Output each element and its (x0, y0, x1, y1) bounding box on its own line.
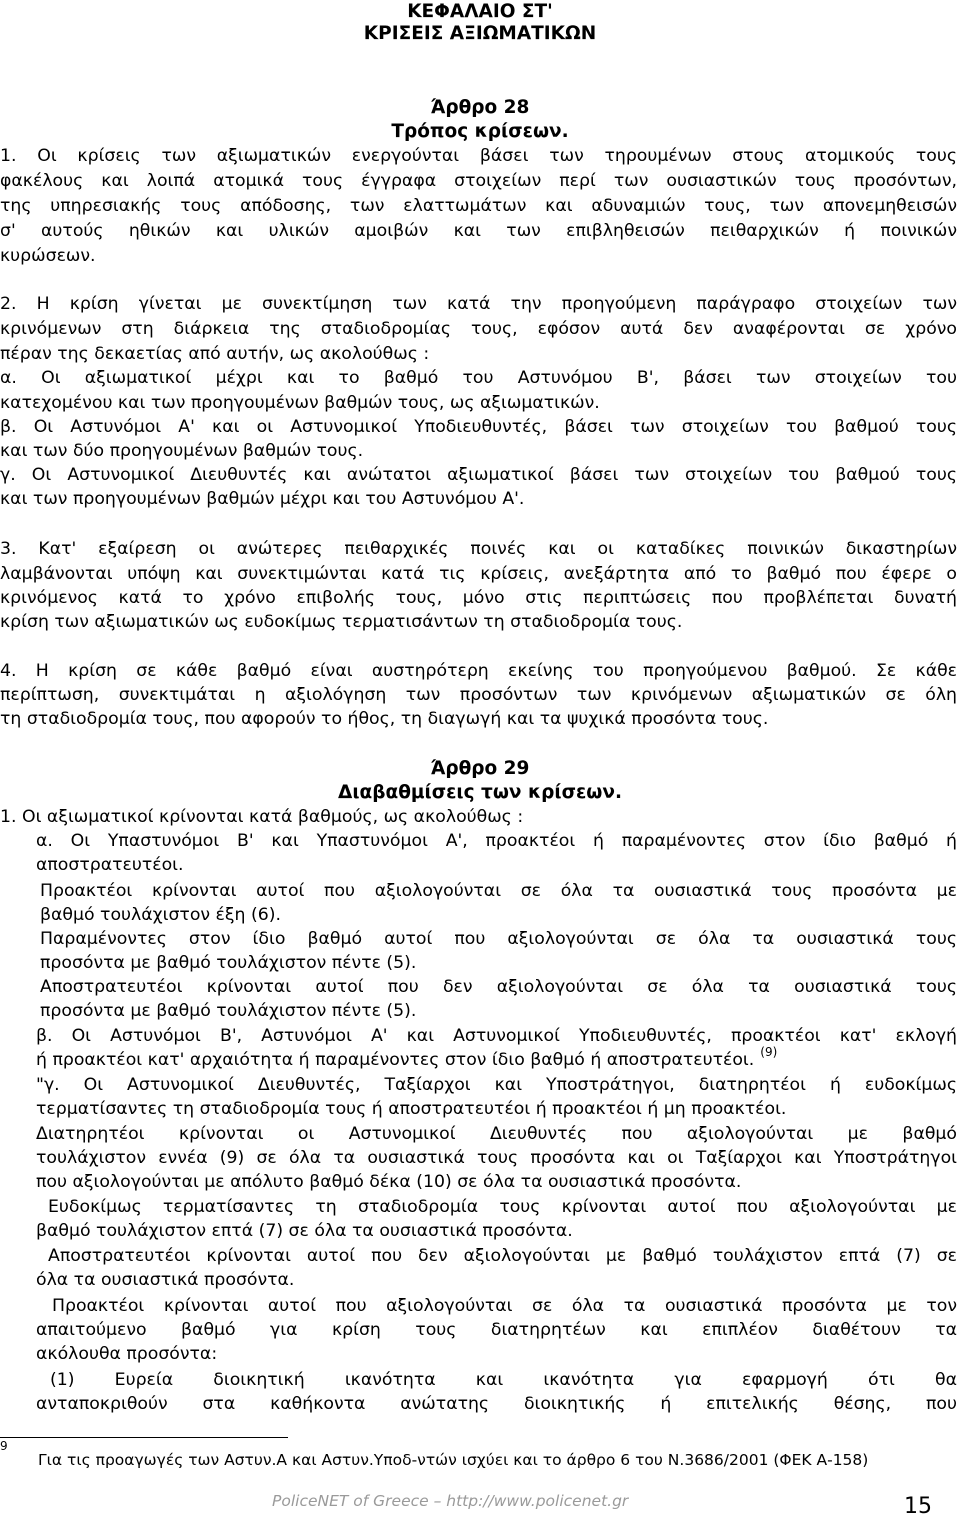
footnote-text: Για τις προαγωγές των Αστυν.Α και Αστυν.Υποδ-ντών ισχύει και το άρθρο 6 του Ν.3686/2001 (ΦΕΚ Α-158) (38, 1451, 869, 1469)
article-28-line: περίπτωση, συνεκτιμάται η αξιολόγηση των προσόντων των κρινόμενων αξιωματικών σε όλη (0, 685, 957, 705)
article-29-line: 1. Οι αξιωματικοί κρίνονται κατά βαθμούς, ως ακολούθως : (0, 807, 524, 827)
footnote-reference: (9) (760, 1045, 778, 1059)
article-28-line: κρίση των αξιωματικών ως ευδοκίμως τερματισάντων τη σταδιοδρομία τους. (0, 612, 683, 632)
article-29-line: απαιτούμενο βαθμό για κρίση τους διατηρητέων και επιπλέον διαθέτουν τα (36, 1320, 957, 1340)
article-28-title: Τρόπος κρίσεων. (391, 121, 569, 142)
article-29-line: ακόλουθα προσόντα: (36, 1344, 218, 1364)
article-28-line: 1. Οι κρίσεις των αξιωματικών ενεργούνται βάσει των τηρουμένων στους ατομικούς τους (0, 146, 957, 166)
article-28-line: τη σταδιοδρομία τους, που αφορούν το ήθος, τη διαγωγή και τα ψυχικά προσόντα τους. (0, 709, 769, 729)
article-29-line: τουλάχιστον εννέα (9) σε όλα τα ουσιαστικά τους προσόντα και οι Ταξίαρχοι και Υποστράτηγοι (36, 1148, 957, 1168)
article-28-line: σ' αυτούς ηθικών και υλικών αμοιβών και των επιβληθεισών πειθαρχικών ή ποινικών (0, 221, 957, 241)
article-29-title: Διαβαθμίσεις των κρίσεων. (338, 782, 622, 803)
article-29-line: Αποστρατευτέοι κρίνονται αυτοί που δεν αξιολογούνται με βαθμό τουλάχιστον επτά (7) σε (48, 1246, 957, 1266)
article-28-line: α. Οι αξιωματικοί μέχρι και το βαθμό του Αστυνόμου Β', βάσει των στοιχείων του (0, 368, 957, 388)
footnote-separator (0, 1437, 288, 1438)
article-29-heading: Άρθρο 29 (430, 758, 530, 779)
article-29-line: όλα τα ουσιαστικά προσόντα. (36, 1270, 295, 1290)
article-28-line: κατεχομένου και των προηγουμένων βαθμών τους, ως αξιωματικών. (0, 393, 600, 413)
page-footer-source: PoliceNET of Greece – http://www.policenet.gr (272, 1492, 629, 1510)
article-28-line: β. Οι Αστυνόμοι Α' και οι Αστυνομικοί Υποδιευθυντές, βάσει των στοιχείων του βαθμού τους (0, 417, 957, 437)
article-29-line: βαθμό τουλάχιστον επτά (7) σε όλα τα ουσιαστικά προσόντα. (36, 1221, 573, 1241)
article-29-line: ανταποκριθούν στα καθήκοντα ανώτατης διοικητικής ή επιτελικής θέσης, που (36, 1394, 957, 1414)
article-29-line: Διατηρητέοι κρίνονται οι Αστυνομικοί Διευθυντές που αξιολογούνται με βαθμό (36, 1124, 957, 1144)
article-28-line: 2. Η κρίση γίνεται με συνεκτίμηση των κατά την προηγούμενη παράγραφο στοιχείων των (0, 294, 957, 314)
article-28-line: κρινόμενος κατά το χρόνο επιβολής τους, μόνο στις περιπτώσεις που προβλέπεται δυνατή (0, 588, 957, 608)
chapter-title: ΚΕΦΑΛΑΙΟ ΣΤ' (407, 1, 553, 22)
article-29-line: Αποστρατευτέοι κρίνονται αυτοί που δεν αξιολογούνται σε όλα τα ουσιαστικά τους (40, 977, 957, 997)
article-28-line: 3. Κατ' εξαίρεση οι ανώτερες πειθαρχικές ποινές και οι καταδίκες ποινικών δικαστηρίων (0, 539, 957, 559)
page-number: 15 (904, 1494, 932, 1519)
article-29-line: τερματίσαντες τη σταδιοδρομία τους ή αποστρατευτέοι ή προακτέοι ή μη προακτέοι. (36, 1099, 787, 1119)
chapter-subtitle: ΚΡΙΣΕΙΣ ΑΞΙΩΜΑΤΙΚΩΝ (363, 23, 597, 44)
article-28-line: γ. Οι Αστυνομικοί Διευθυντές και ανώτατοι αξιωματικοί βάσει των στοιχείων του βαθμού τους (0, 465, 957, 485)
article-28-line: και των προηγουμένων βαθμών μέχρι και του Αστυνόμου Α'. (0, 489, 525, 509)
article-28-line: και των δύο προηγουμένων βαθμών τους. (0, 441, 364, 461)
article-29-line: αποστρατευτέοι. (36, 855, 184, 875)
article-29-line: β. Οι Αστυνόμοι Β', Αστυνόμοι Α' και Αστυνομικοί Υποδιευθυντές, προακτέοι κατ' εκλογή (36, 1026, 957, 1046)
article-29-line: Ευδοκίμως τερματίσαντες τη σταδιοδρομία τους κρίνονται αυτοί που αξιολογούνται με (48, 1197, 957, 1217)
footnote-number: 9 (0, 1439, 8, 1453)
article-29-line: προσόντα με βαθμό τουλάχιστον πέντε (5). (40, 953, 417, 973)
article-29-line: προσόντα με βαθμό τουλάχιστον πέντε (5). (40, 1001, 417, 1021)
article-29-line: ή προακτέοι κατ' αρχαιότητα ή παραμένοντες στον ίδιο βαθμό ή αποστρατευτέοι. (36, 1050, 755, 1070)
article-29-line: Παραμένοντες στον ίδιο βαθμό αυτοί που αξιολογούνται σε όλα τα ουσιαστικά τους (40, 929, 957, 949)
article-28-line: 4. Η κρίση σε κάθε βαθμό είναι αυστηρότερη εκείνης του προηγούμενου βαθμού. Σε κάθε (0, 661, 957, 681)
article-29-line: Προακτέοι κρίνονται αυτοί που αξιολογούνται σε όλα τα ουσιαστικά τους προσόντα με (40, 881, 957, 901)
article-28-heading: Άρθρο 28 (430, 97, 530, 118)
article-28-line: φακέλους και λοιπά ατομικά τους έγγραφα στοιχείων περί των ουσιαστικών τους προσόντων, (0, 171, 957, 191)
article-29-line: βαθμό τουλάχιστον έξη (6). (40, 905, 281, 925)
article-29-line: (1) Ευρεία διοικητική ικανότητα και ικανότητα για εφαρμογή ότι θα (50, 1370, 957, 1390)
article-29-line: α. Οι Υπαστυνόμοι Β' και Υπαστυνόμοι Α', προακτέοι ή παραμένοντες στον ίδιο βαθμό ή (36, 831, 957, 851)
article-29-line: "γ. Οι Αστυνομικοί Διευθυντές, Ταξίαρχοι και Υποστράτηγοι, διατηρητέοι ή ευδοκίμως (36, 1075, 957, 1095)
article-29-line-with-note (36, 1045, 778, 1073)
article-28-line: κρινόμενων στη διάρκεια της σταδιοδρομίας τους, εφόσον αυτά δεν αναφέρονται σε χρόνο (0, 319, 957, 339)
article-28-line: της υπηρεσιακής τους απόδοσης, των ελαττωμάτων και αδυναμιών τους, των απονεμηθεισών (0, 196, 957, 216)
article-28-line: κυρώσεων. (0, 246, 96, 266)
article-29-line: που αξιολογούνται με απόλυτο βαθμό δέκα (10) σε όλα τα ουσιαστικά προσόντα. (36, 1172, 742, 1192)
article-29-line: Προακτέοι κρίνονται αυτοί που αξιολογούνται σε όλα τα ουσιαστικά προσόντα με τον (52, 1296, 957, 1316)
article-28-line: πέραν της δεκαετίας από αυτήν, ως ακολούθως : (0, 344, 430, 364)
article-28-line: λαμβάνονται υπόψη και συνεκτιμώνται κατά τις κρίσεις, ανεξάρτητα από το βαθμό που έφερε ο (0, 564, 957, 584)
